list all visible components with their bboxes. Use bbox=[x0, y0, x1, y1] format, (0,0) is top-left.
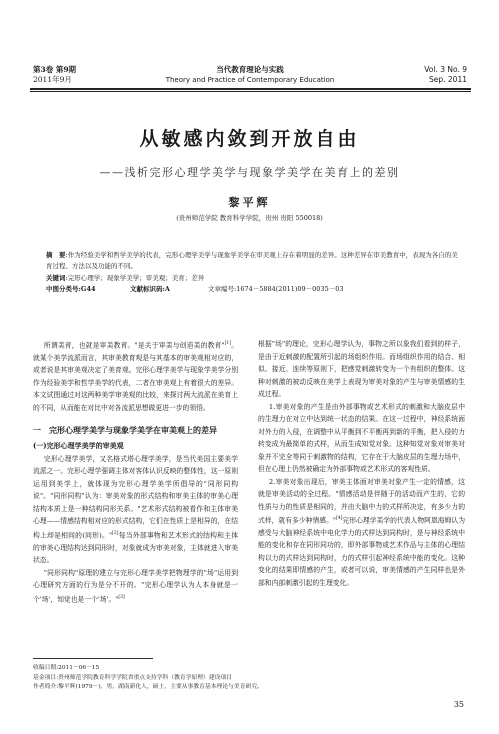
left-column bbox=[33, 338, 238, 605]
author-bio: 作者简介:黎平辉(1979－)，男，湖南新化人，硕士，主要从事教育基本理论与美育研究。 bbox=[33, 684, 263, 690]
emotion-paragraph bbox=[258, 476, 465, 590]
volume-issue-zh: 第3卷 第9期 bbox=[33, 65, 77, 74]
subsection-heading-1: (一)完形心理学美学的审美观 bbox=[33, 441, 124, 451]
keywords-label: 关键词 bbox=[46, 274, 66, 282]
keywords bbox=[46, 273, 458, 284]
citation-1: [1] bbox=[224, 341, 232, 346]
journal-title-zh: 当代教育理论与实践 bbox=[216, 65, 284, 74]
keywords-text: :完形心理学；现象学美学；审美观；美育；差异 bbox=[65, 274, 205, 282]
section-heading-1: 一 完形心理学美学与现象学美学在审美观上的差异 bbox=[33, 425, 217, 436]
abstract bbox=[46, 250, 458, 272]
footnote-block bbox=[33, 664, 465, 693]
article-title: 从敏感内敛到开放自由 bbox=[139, 128, 360, 150]
gestalt-text-a: 完形心理学美学，又名格式塔心理学美学，是当代美国主要美学流派之一。完形心理学强调主体对客体认识反映的整体性，这一原则运用到美学上，就体现为完形心理学美学所倡导的"同形同构说"。"同形同构"认为：审美对象的形式结构和审美主体的审美心理结构本质上是一种结构同形关系。"艺术形式结构被看作和主体审美心理——情感结构相对应的形式结构，它们在性质上是相异的，在结构上却是相同的(同形)。" bbox=[33, 454, 238, 540]
field-paragraph bbox=[33, 567, 238, 606]
date-en: Sep. 2011 bbox=[429, 75, 467, 84]
abstract-text: :作为经验美学和哲学美学的代表，完形心理学美学与现象学美学在审美观上存在着明显的差异。这种差异在审美教育中，表现为各自的美育过程、方法以及功能的不同。 bbox=[46, 251, 458, 270]
date-zh: 2011年9月 bbox=[33, 75, 72, 84]
footnote-rule bbox=[33, 658, 153, 659]
author-name: 黎平辉 bbox=[228, 196, 271, 209]
article-subtitle: ——浅析完形心理学美学与现象学美学在美育上的差别 bbox=[99, 166, 400, 179]
gestalt-paragraph bbox=[33, 453, 238, 567]
fund-project: 基金项目:贵州师范学院教育科学学院省重点支持学科（教育学原理）建设项目 bbox=[33, 674, 233, 681]
citation-2: [2] bbox=[112, 530, 119, 536]
document-code: 文献标识码:A bbox=[130, 285, 170, 293]
page-number: 35 bbox=[453, 700, 464, 709]
intro-text-b: 。就某个美学流派而言，其审美教育观是与其基本的审美观相对应的，或者说是其审美观决定了美育观。完形心理学美学与现象学美学分别作为经验美学和哲学美学的代表，二者在审美观上有着很大的差异。本文试图通过对这两种美学审美观的比较，来探讨两大流派在美育上的不同，从而能在对比中对各流派思想做更进一步的领悟。 bbox=[33, 341, 238, 412]
right-column bbox=[258, 338, 465, 589]
field-theory-paragraph: 根据"场"的理论，完形心理学认为，事物之所以象我们看到的样子，是由于近刺激的配置所引起的场组织作用。而场组织作用的结合、相似、接近、连续等原则下，把感觉刺激转变为一个有组织的整体。这种对刺激的被动反映在美学上表现为审美对象的产生与审美情感的生成过程。 bbox=[258, 340, 465, 398]
aesthetic-object-paragraph: 1.审美对象的产生是由外部事物或艺术形式的刺激和大脑皮层中的生理力在对立中达到统一状态的结果。在这一过程中，神经系统面对外力的入侵，在调整中从平衡到不平衡再到新的平衡，把入侵的力转变成为最简单的式样，从而生成知觉对象。这种知觉对象对审美对象并不完全等同于刺激物的结构，它存在于大脑皮层的生理力场中，但在心理上仍然被确定为外部事物或艺术形式的客观性质。 bbox=[258, 402, 465, 473]
gestalt-text-b: 每当外部事物和艺术形式的结构和主体的审美心理结构达到同形时，对象就成为审美对象，主体就进入审美状态。 bbox=[33, 531, 239, 565]
abstract-label: 摘 要 bbox=[46, 251, 66, 259]
article-number: 文章编号:1674－5884(2011)09－0035－03 bbox=[208, 285, 344, 293]
header-rule-thin bbox=[30, 91, 471, 92]
volume-issue-en: Vol. 3 No. 9 bbox=[424, 65, 467, 74]
emotion-text-a: 2.审美对象出现后，审美主体面对审美对象产生一定的情感，这就是审美活动的全过程。"情感活动是伴随于的活动而产生的，它的性质与力的性质是相同的，并由大脑中力的式样所决定，有多少力的式样，就有多少种情感。" bbox=[258, 477, 465, 525]
header-rule bbox=[30, 88, 471, 90]
journal-title-en: Theory and Practice of Contemporary Education bbox=[165, 76, 335, 84]
emotion-text-b: 完形心理学美学的代表人物阿恩海姆认为感受与大脑神经系统中电化学力的式样达到同构时，是与神经系统中能的变化和存在同形同功的，即外部事物或艺术作品与主体的心理结构以力的式样达到同构时，力的式样引起神经系统中能的变化。这种变化的结果即情感的产生，或者可以说，审美情感的产生同样也是外部和内部刺激引起的生理变化。 bbox=[258, 516, 465, 587]
received-date: 收稿日期:2011－06－15 bbox=[33, 665, 100, 671]
citation-3: [3] bbox=[118, 594, 125, 600]
author-affiliation: (贵州师范学院 教育科学学院，贵州 贵阳 550018) bbox=[176, 214, 323, 222]
intro-paragraph bbox=[33, 338, 238, 414]
clc-number: 中图分类号:G44 bbox=[46, 285, 96, 293]
field-text: "同形同构"原理的建立与完形心理学美学把物理学的"场"运用到心理研究方面的行为是分不开的。"完形心理学认为人本身就是一个'场'，知觉也是一个'场'。" bbox=[33, 568, 238, 603]
intro-text-a: 所谓美育，也就是审美教育。"是关于审美与创造美的教育" bbox=[43, 341, 225, 350]
citation-4: [4] bbox=[336, 516, 343, 521]
